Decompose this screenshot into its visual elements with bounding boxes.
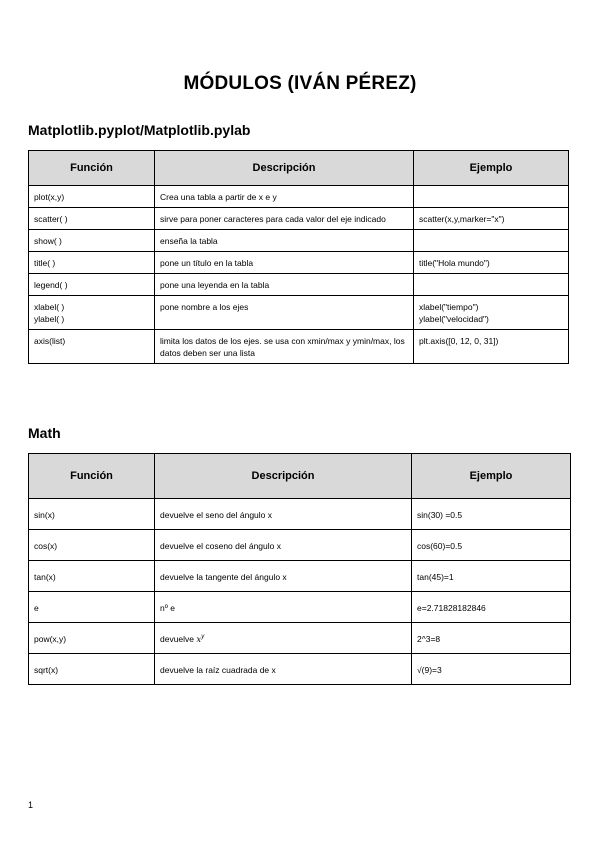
- description-cell: devuelve el seno del ángulo x: [155, 499, 412, 530]
- column-header: Función: [29, 454, 155, 499]
- table-row: [29, 330, 569, 364]
- description-cell: enseña la tabla: [155, 230, 414, 252]
- function-cell: sqrt(x): [29, 654, 155, 685]
- description-cell: limita los datos de los ejes. se usa con xmin/max y ymin/max, los datos deben ser una lista: [155, 330, 414, 364]
- description-cell: pone nombre a los ejes: [155, 296, 414, 330]
- example-text: ylabel("velocidad"): [419, 314, 489, 324]
- example-text: plt.axis([0, 12, 0, 31]): [419, 336, 499, 346]
- description-cell: devuelve la tangente del ángulo x: [155, 561, 412, 592]
- table-row: [29, 252, 569, 274]
- table-row: [29, 274, 569, 296]
- page-number: 1: [28, 800, 34, 810]
- description-text: devuelve: [160, 633, 195, 644]
- function-name: scatter( ): [34, 214, 68, 224]
- function-cell: pow(x,y): [29, 623, 155, 654]
- function-cell: e: [29, 592, 155, 623]
- description-cell: devuelve la raíz cuadrada de x: [155, 654, 412, 685]
- table-header-row: [29, 151, 569, 186]
- example-text: title("Hola mundo"): [419, 258, 490, 268]
- example-cell: sin(30) =0.5: [412, 499, 571, 530]
- example-cell: tan(45)=1: [412, 561, 571, 592]
- table-header-row: [29, 454, 571, 499]
- description-cell: nº e: [155, 592, 412, 623]
- table-row: [29, 208, 569, 230]
- description-cell: pone una leyenda en la tabla: [155, 274, 414, 296]
- column-header: Ejemplo: [414, 151, 569, 186]
- function-name: xlabel( ): [34, 302, 65, 312]
- section-heading-matplotlib: Matplotlib.pyplot/Matplotlib.pylab: [28, 122, 251, 138]
- column-header: Descripción: [155, 454, 412, 499]
- description-cell: sirve para poner caracteres para cada valor del eje indicado: [155, 208, 414, 230]
- function-cell: sin(x): [29, 499, 155, 530]
- example-cell: [414, 186, 569, 208]
- column-header: Función: [29, 151, 155, 186]
- section-heading-math: Math: [28, 425, 61, 441]
- column-header: Ejemplo: [412, 454, 571, 499]
- math-table: [28, 453, 571, 685]
- function-name: ylabel( ): [34, 314, 65, 324]
- function-cell: tan(x): [29, 561, 155, 592]
- table-row: [29, 230, 569, 252]
- example-cell: √(9)=3: [412, 654, 571, 685]
- function-cell: cos(x): [29, 530, 155, 561]
- function-name: plot(x,y): [34, 192, 65, 202]
- description-cell: Crea una tabla a partir de x e y: [155, 186, 414, 208]
- example-text: xlabel("tiempo"): [419, 302, 479, 312]
- example-cell: [414, 274, 569, 296]
- example-cell: [414, 296, 569, 330]
- matplotlib-table: [28, 150, 569, 364]
- table-row: [29, 592, 571, 623]
- description-cell: [155, 623, 412, 654]
- function-cell: [29, 186, 155, 208]
- function-name: title( ): [34, 258, 56, 268]
- table-row: [29, 186, 569, 208]
- function-cell: [29, 208, 155, 230]
- table-row: [29, 499, 571, 530]
- table-row: [29, 623, 571, 654]
- exponent: y: [201, 634, 205, 641]
- function-name: show( ): [34, 236, 62, 246]
- function-cell: [29, 330, 155, 364]
- function-cell: [29, 296, 155, 330]
- table-row: [29, 654, 571, 685]
- function-cell: [29, 252, 155, 274]
- function-cell: [29, 274, 155, 296]
- function-name: legend( ): [34, 280, 68, 290]
- example-text: scatter(x,y,marker="x"): [419, 214, 505, 224]
- table-row: [29, 561, 571, 592]
- exponent-base: x: [196, 634, 202, 645]
- function-name: axis(list): [34, 336, 66, 346]
- column-header: Descripción: [155, 151, 414, 186]
- example-cell: [414, 252, 569, 274]
- table-row: [29, 530, 571, 561]
- example-cell: [414, 230, 569, 252]
- example-cell: [414, 208, 569, 230]
- example-cell: cos(60)=0.5: [412, 530, 571, 561]
- example-cell: 2^3=8: [412, 623, 571, 654]
- example-cell: [414, 330, 569, 364]
- page-title: MÓDULOS (IVÁN PÉREZ): [183, 73, 417, 94]
- description-cell: pone un título en la tabla: [155, 252, 414, 274]
- table-row: [29, 296, 569, 330]
- example-cell: e=2.71828182846: [412, 592, 571, 623]
- function-cell: [29, 230, 155, 252]
- description-cell: devuelve el coseno del ángulo x: [155, 530, 412, 561]
